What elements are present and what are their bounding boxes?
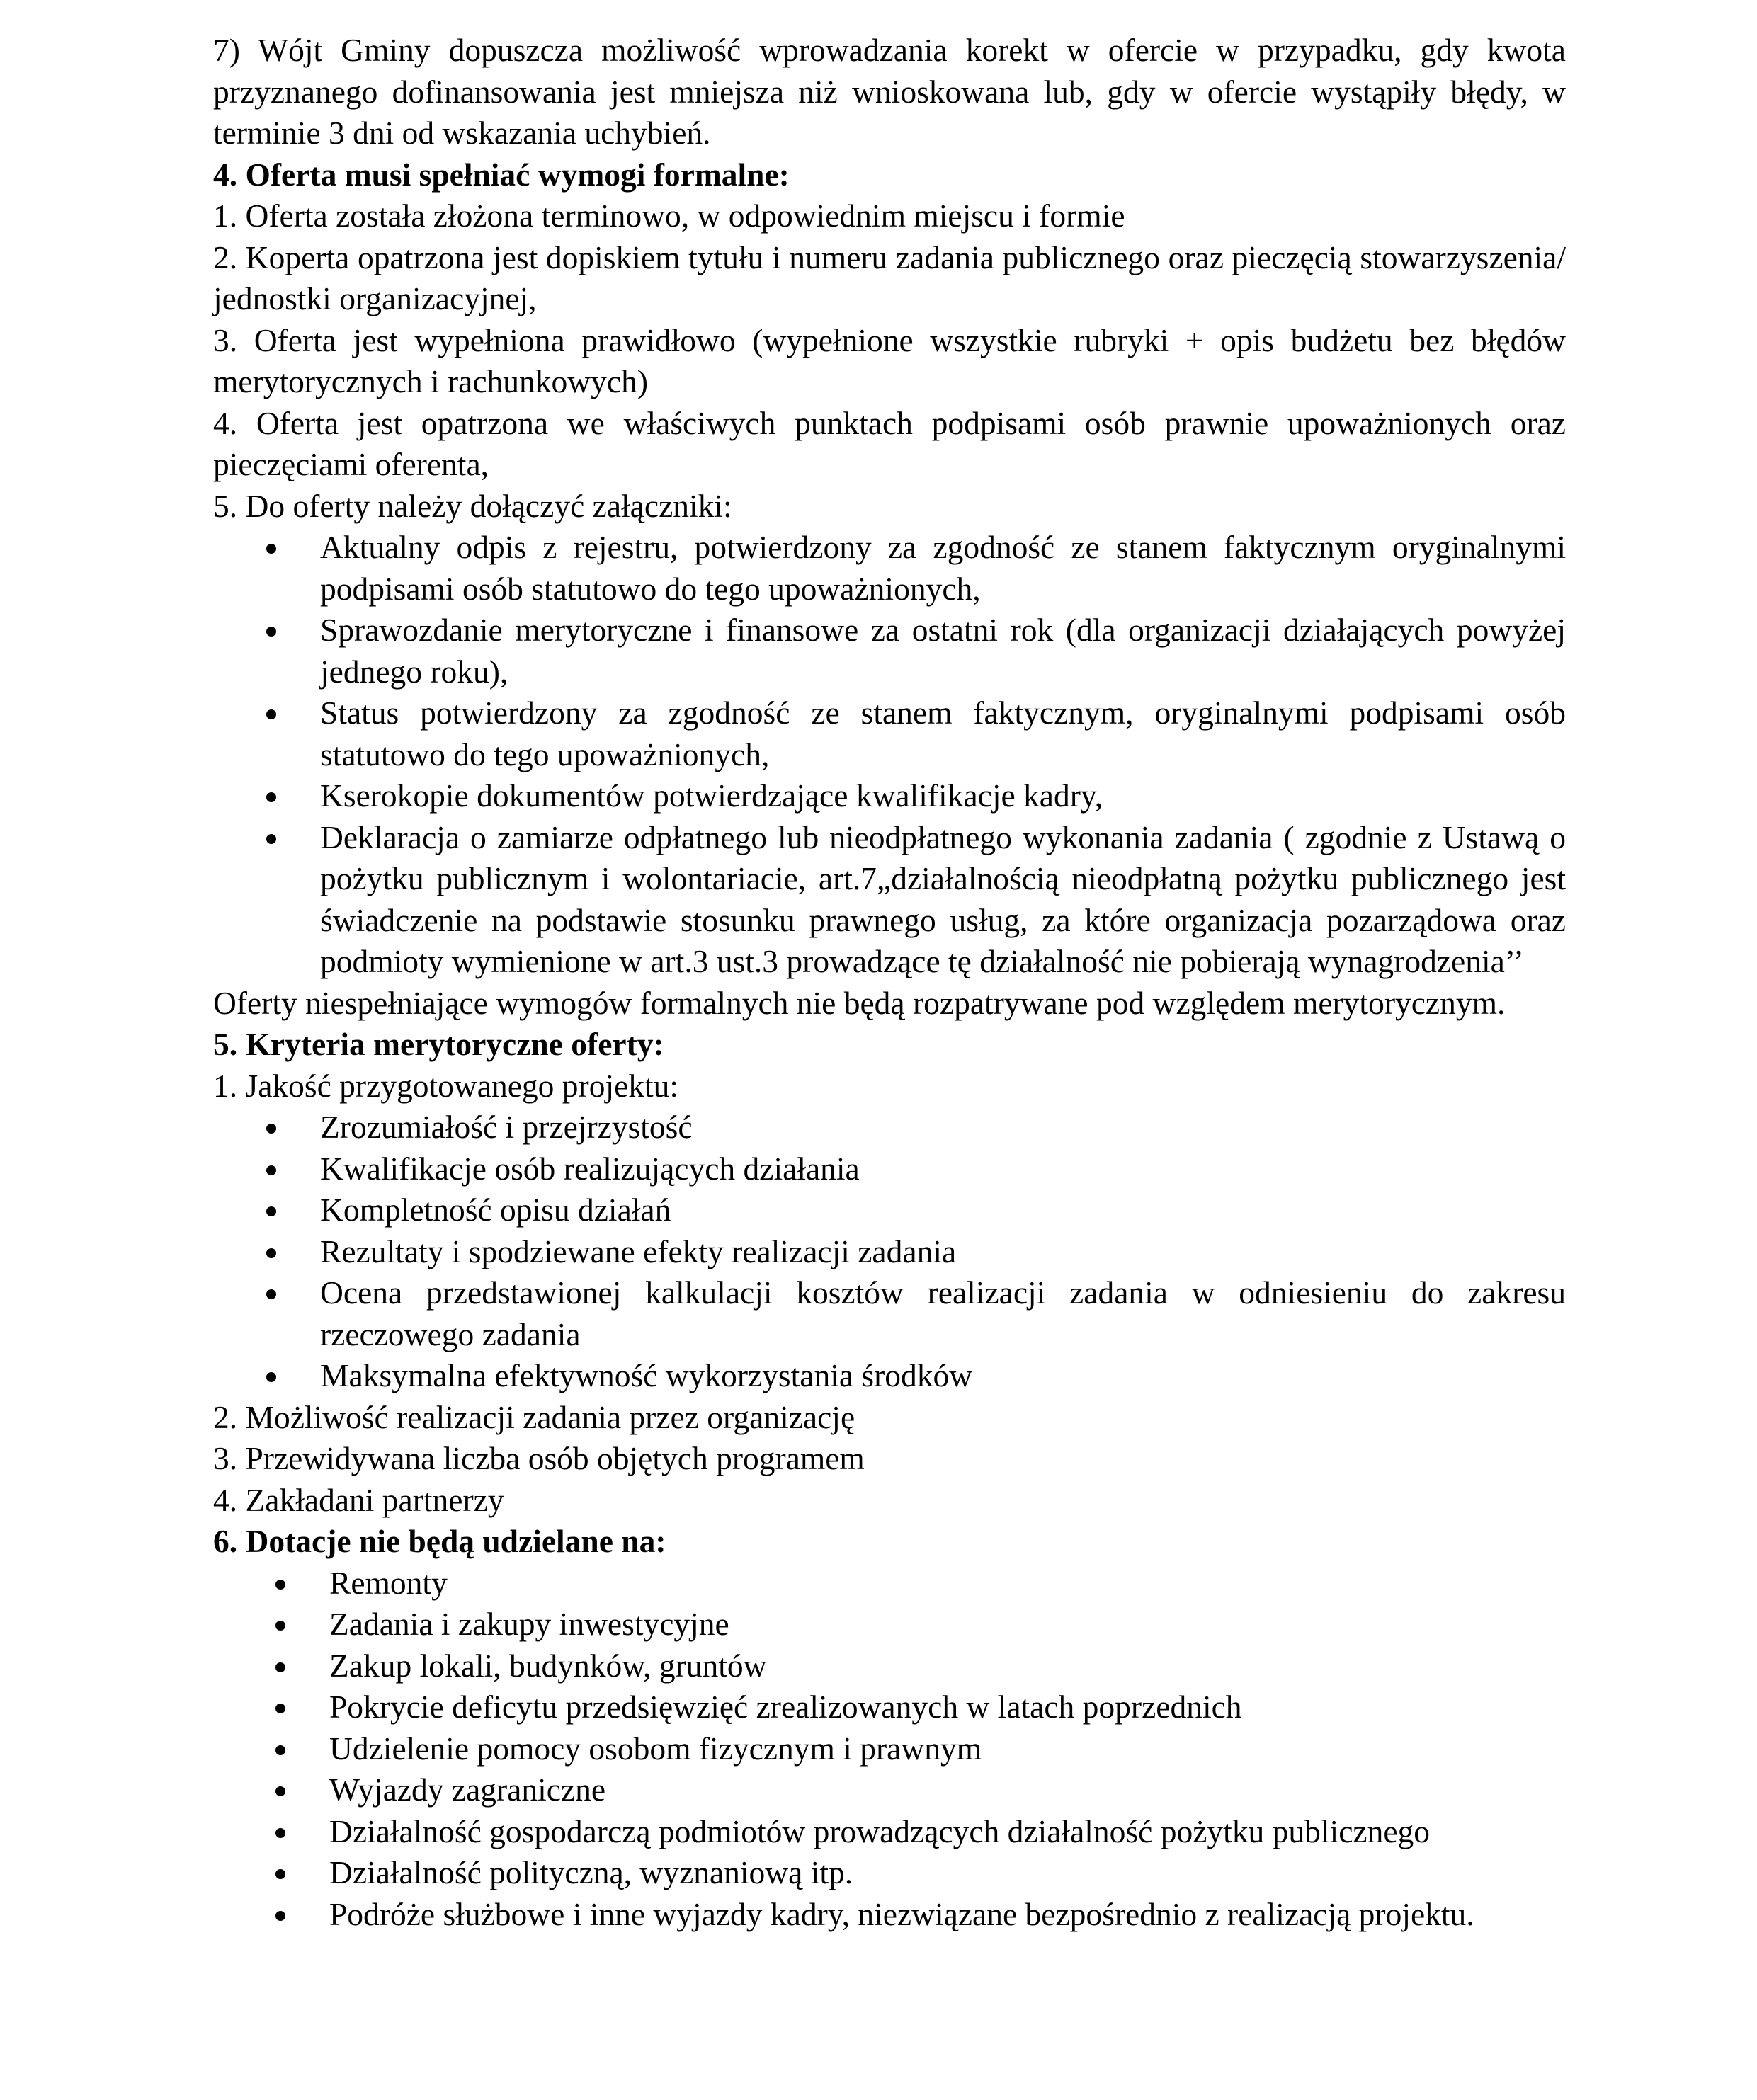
bullet-icon <box>275 1852 294 1893</box>
bullet-icon <box>275 1811 294 1852</box>
section-5-item-3: 3. Przewidywana liczba osób objętych programem <box>213 1440 865 1476</box>
list-item: Udzielenie pomocy osobom fizycznym i prawnym <box>213 1728 1566 1770</box>
list-item: Remonty <box>213 1563 1566 1604</box>
bullet-icon <box>275 1687 294 1728</box>
formal-requirements-note: Oferty niespełniające wymogów formalnych nie będą rozpatrywane pod względem merytorycznym. <box>213 984 1506 1021</box>
bullet-icon <box>275 1769 294 1810</box>
section-4-item-2: 2. Koperta opatrzona jest dopiskiem tytułu i numeru zadania publicznego oraz pieczęcią stowarzyszenia/ jednostki organizacyjnej, <box>213 239 1566 316</box>
list-item: Działalność polityczną, wyznaniową itp. <box>213 1852 1566 1894</box>
list-item: Działalność gospodarczą podmiotów prowadzących działalność pożytku publicznego <box>213 1811 1566 1853</box>
bullet-icon <box>275 1563 294 1604</box>
bullet-icon <box>266 692 285 734</box>
list-item: Kwalifikacje osób realizujących działania <box>213 1148 1566 1190</box>
section-6-heading: 6. Dotacje nie będą udzielane na: <box>213 1523 666 1559</box>
section-4-item-5: 5. Do oferty należy dołączyć załączniki: <box>213 487 732 524</box>
list-item: Zrozumiałość i przejrzystość <box>213 1107 1566 1148</box>
list-item: Kserokopie dokumentów potwierdzające kwalifikacje kadry, <box>213 775 1566 817</box>
list-item: Pokrycie deficytu przedsięwzięć zrealizowanych w latach poprzednich <box>213 1687 1566 1728</box>
section-5-heading: 5. Kryteria merytoryczne oferty: <box>213 1026 664 1062</box>
list-item: Aktualny odpis z rejestru, potwierdzony za zgodność ze stanem faktycznym oryginalnymi podpisami osób statutowo do tego upoważnionych, <box>213 527 1566 610</box>
list-item: Zakup lokali, budynków, gruntów <box>213 1645 1566 1687</box>
bullet-icon <box>266 527 285 568</box>
bullet-icon <box>275 1728 294 1769</box>
bullet-icon <box>266 1231 285 1272</box>
bullet-icon <box>266 1148 285 1189</box>
bullet-icon <box>266 1107 285 1148</box>
section-4-item-3: 3. Oferta jest wypełniona prawidłowo (wypełnione wszystkie rubryki + opis budżetu bez błędów merytorycznych i rachunkowych) <box>213 321 1566 399</box>
list-item: Maksymalna efektywność wykorzystania środków <box>213 1355 1566 1397</box>
section-5-item-2: 2. Możliwość realizacji zadania przez organizację <box>213 1398 855 1435</box>
section-5-item-4: 4. Zakładani partnerzy <box>213 1481 504 1518</box>
section-5-item-1: 1. Jakość przygotowanego projektu: <box>213 1067 679 1104</box>
section-4-item-4: 4. Oferta jest opatrzona we właściwych punktach podpisami osób prawnie upoważnionych oraz pieczęciami oferenta, <box>213 404 1566 482</box>
section-4-item-1: 1. Oferta została złożona terminowo, w odpowiednim miejscu i formie <box>213 198 1125 234</box>
section-4-heading: 4. Oferta musi spełniać wymogi formalne: <box>213 156 790 193</box>
list-item: Status potwierdzony za zgodność ze stanem faktycznym, oryginalnymi podpisami osób statutowo do tego upoważnionych, <box>213 692 1566 775</box>
document-page <box>213 30 1566 1935</box>
bullet-icon <box>275 1894 294 1935</box>
list-item: Podróże służbowe i inne wyjazdy kadry, niezwiązane bezpośrednio z realizacją projektu. <box>213 1894 1566 1936</box>
list-item: Sprawozdanie merytoryczne i finansowe za ostatni rok (dla organizacji działających powyżej jednego roku), <box>213 610 1566 692</box>
bullet-icon <box>266 1189 285 1231</box>
attachments-list <box>213 527 1566 983</box>
bullet-icon <box>266 817 285 858</box>
bullet-icon <box>266 610 285 651</box>
criteria-list <box>213 1107 1566 1397</box>
list-item: Zadania i zakupy inwestycyjne <box>213 1604 1566 1645</box>
list-item: Deklaracja o zamiarze odpłatnego lub nieodpłatnego wykonania zadania ( zgodnie z Ustawą o pożytku publicznym i wolontariacie, art.7„działalnością nieodpłatną pożytku publicznego jest świadczenie na podstawie stosunku prawnego usług, za które organizacja pozarządowa oraz podmioty wymienione w art.3 ust.3 prowadzące tę działalność nie pobierają wynagrodzenia’’ <box>213 817 1566 983</box>
bullet-icon <box>275 1604 294 1645</box>
point-7-paragraph: 7) Wójt Gminy dopuszcza możliwość wprowadzania korekt w ofercie w przypadku, gdy kwota przyznanego dofinansowania jest mniejsza niż wnioskowana lub, gdy w ofercie wystąpiły błędy, w terminie 3 dni od wskazania uchybień. <box>213 32 1566 151</box>
bullet-icon <box>266 775 285 816</box>
list-item: Kompletność opisu działań <box>213 1189 1566 1231</box>
bullet-icon <box>275 1645 294 1687</box>
excluded-costs-list <box>213 1563 1566 1936</box>
bullet-icon <box>266 1272 285 1313</box>
bullet-icon <box>266 1355 285 1396</box>
list-item: Ocena przedstawionej kalkulacji kosztów realizacji zadania w odniesieniu do zakresu rzeczowego zadania <box>213 1272 1566 1355</box>
list-item: Wyjazdy zagraniczne <box>213 1769 1566 1811</box>
list-item: Rezultaty i spodziewane efekty realizacji zadania <box>213 1231 1566 1273</box>
